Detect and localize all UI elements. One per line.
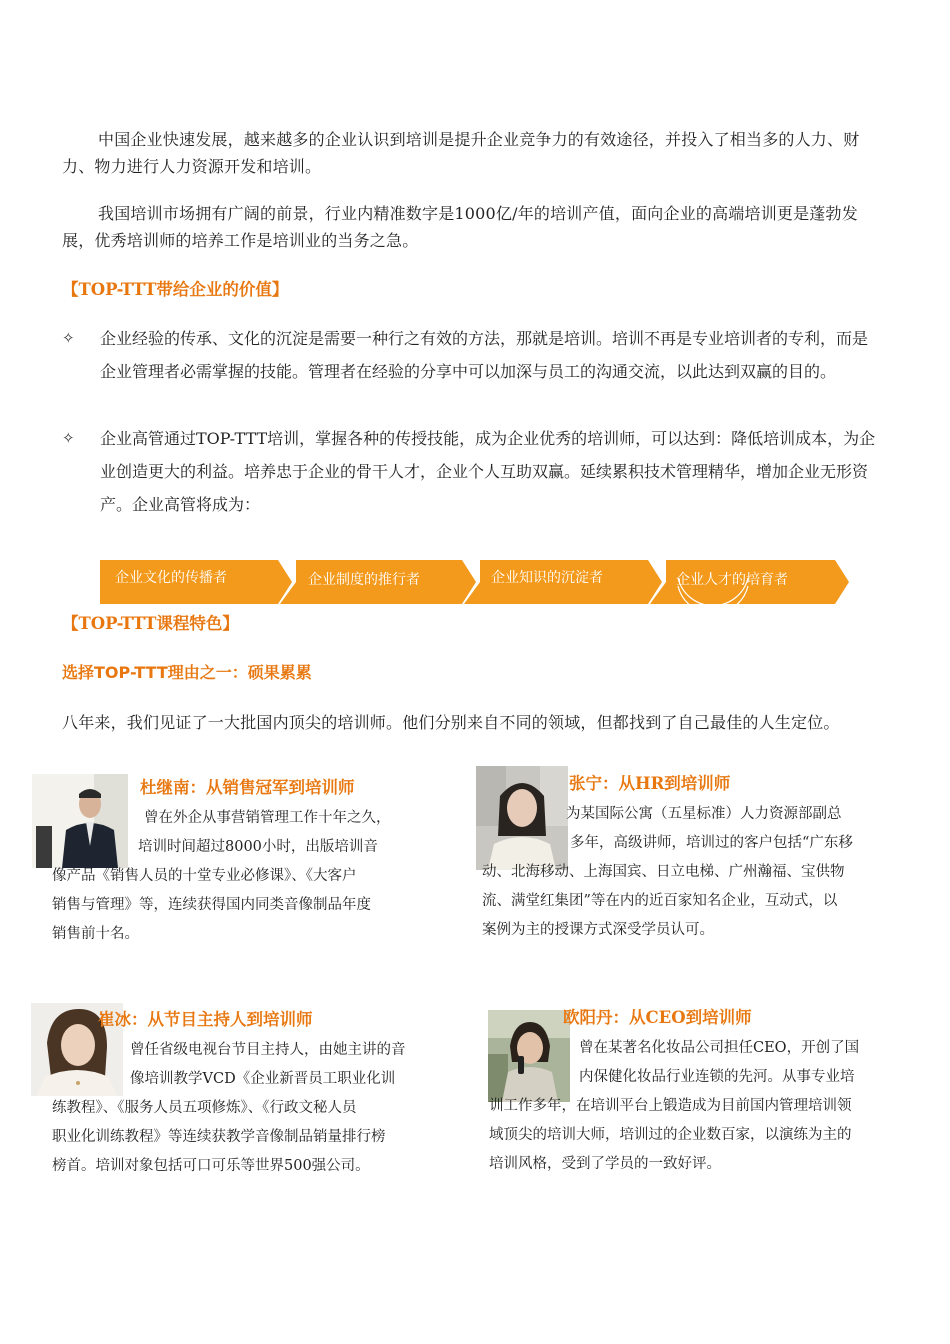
trainer-bio-2 <box>482 800 922 945</box>
course-section-heading: 【TOP-TTT课程特色】 <box>62 614 239 633</box>
role-label-4: 企业人才的培育者 <box>676 572 788 588</box>
bio-line: 培训风格，受到了学员的一致好评。 <box>489 1156 721 1172</box>
bio-line: 销售前十名。 <box>52 926 139 942</box>
reason-heading: 选择TOP-TTT理由之一：硕果累累 <box>62 663 312 682</box>
bio-line: 职业化训练教程》等连续获教学音像制品销量排行榜 <box>52 1129 386 1145</box>
trainer-name-2: 张宁：从HR到培训师 <box>569 774 731 793</box>
bio-line: 像产品《销售人员的十堂专业必修课》、《大客户 <box>52 868 357 884</box>
diamond-bullet-icon: ✧ <box>62 329 75 347</box>
bio-line: 动、北海移动、上海国宾、日立电梯、广州瀚福、宝供物 <box>482 864 845 880</box>
value-section-heading: 【TOP-TTT带给企业的价值】 <box>62 280 289 299</box>
bio-line: 培训时间超过8000小时，出版培训音 <box>138 839 378 855</box>
bio-line: 流、满堂红集团”等在内的近百家知名企业，互动式，以 <box>482 893 838 909</box>
diamond-bullet-icon: ✧ <box>62 429 75 447</box>
role-label-2: 企业制度的推行者 <box>308 572 420 588</box>
bio-line: 多年，高级讲师，培训过的客户包括“广东移 <box>570 835 853 851</box>
value-bullet-text: 企业高管通过TOP-TTT培训，掌握各种的传授技能，成为企业优秀的培训师，可以达到：降低培训成本，为企业创造更大的利益。培养忠于企业的骨干人才，企业个人互助双赢。延续累积技术管理精华，增加企业无形资产。企业高管将成为： <box>100 429 876 514</box>
bio-line: 曾在外企从事营销管理工作十年之久， <box>144 810 391 826</box>
trainer-name-4: 欧阳丹：从CEO到培训师 <box>563 1008 752 1027</box>
role-label-1: 企业文化的传播者 <box>115 570 227 586</box>
bio-line: 榜首。培训对象包括可口可乐等世界500强公司。 <box>52 1158 370 1174</box>
value-bullet-1 <box>62 322 882 388</box>
trainer-bio-1 <box>52 804 452 949</box>
intro-paragraph-2: 我国培训市场拥有广阔的前景，行业内精准数字是1000亿/年的培训产值，面向企业的高端培训更是蓬勃发展，优秀培训师的培养工作是培训业的当务之急。 <box>62 204 858 250</box>
bio-line: 为某国际公寓（五星标准）人力资源部副总 <box>566 806 842 822</box>
value-bullet-2 <box>62 422 882 521</box>
role-label-3: 企业知识的沉淀者 <box>491 570 603 586</box>
bio-line: 曾在某著名化妆品公司担任CEO，开创了国 <box>579 1040 860 1056</box>
bio-line: 曾任省级电视台节目主持人，由她主讲的音 <box>130 1042 406 1058</box>
bio-line: 内保健化妆品行业连锁的先河。从事专业培 <box>579 1069 855 1085</box>
trainer-name-1: 杜继南：从销售冠军到培训师 <box>140 778 355 797</box>
bio-line: 像培训教学VCD《企业新晋员工职业化训 <box>130 1071 396 1087</box>
trainer-name-3: 崔冰：从节目主持人到培训师 <box>98 1010 313 1029</box>
trainer-bio-3 <box>52 1036 462 1181</box>
intro-paragraph-1: 中国企业快速发展，越来越多的企业认识到培训是提升企业竞争力的有效途径，并投入了相当多的人力、财力、物力进行人力资源开发和培训。 <box>62 130 860 176</box>
bio-line: 案例为主的授课方式深受学员认可。 <box>482 922 714 938</box>
value-bullet-text: 企业经验的传承、文化的沉淀是需要一种行之有效的方法，那就是培训。培训不再是专业培训者的专利，而是企业管理者必需掌握的技能。管理者在经验的分享中可以加深与员工的沟通交流，以此达到双赢的目的。 <box>100 329 869 381</box>
roles-chevron-row <box>100 560 850 604</box>
trainer-bio-4 <box>489 1034 919 1179</box>
bio-line: 销售与管理》等，连续获得国内同类音像制品年度 <box>52 897 371 913</box>
reason-text: 八年来，我们见证了一大批国内顶尖的培训师。他们分别来自不同的领域，但都找到了自己最佳的人生定位。 <box>62 713 840 732</box>
bio-line: 训工作多年，在培训平台上锻造成为目前国内管理培训领 <box>489 1098 852 1114</box>
bio-line: 域顶尖的培训大师，培训过的企业数百家，以演练为主的 <box>489 1127 852 1143</box>
bio-line: 练教程》、《服务人员五项修炼》、《行政文秘人员 <box>52 1100 357 1116</box>
